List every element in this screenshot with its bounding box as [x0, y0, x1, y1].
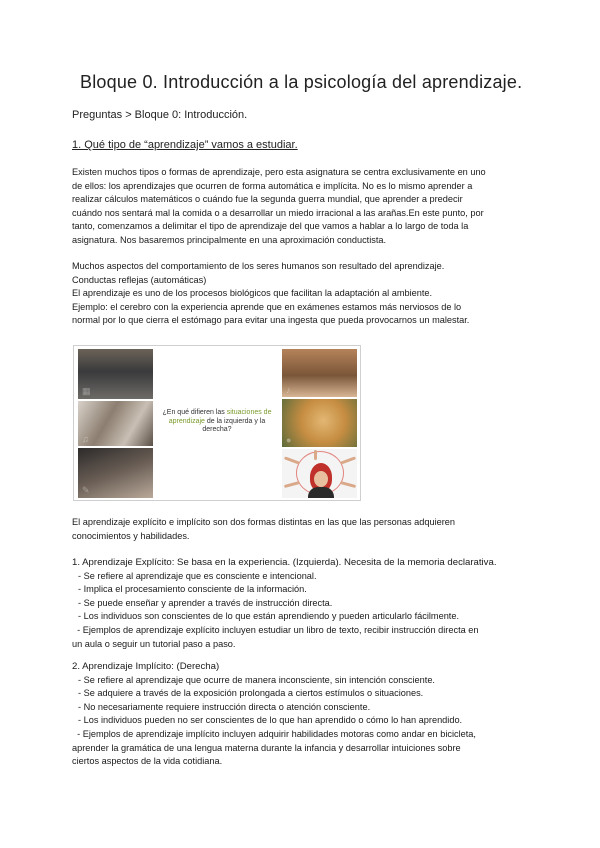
list-item: - Los individuos son conscientes de lo que están aprendiendo y pueden articularlo fácilmente. — [78, 611, 460, 622]
behavior-line: normal por lo que cierra el estómago para evitar una ingesta que pueda provocarnos un malestar. — [72, 315, 470, 326]
guitar-photo: ♫ — [78, 401, 153, 446]
pointing-finger — [284, 481, 300, 488]
intro-line: tanto, comenzamos a delimitar el tipo de aprendizaje del que vamos a hablar a lo largo de toda la — [72, 221, 469, 232]
intro-paragraph — [72, 166, 528, 248]
explicit-implicit-intro — [72, 516, 528, 543]
intro-line: El aprendizaje explícito e implícito son dos formas distintas en las que las personas adquieren — [72, 517, 456, 527]
list-item: - Se adquiere a través de la exposición prolongada a ciertos estímulos o situaciones. — [78, 688, 424, 699]
list-item: - Se puede enseñar y aprender a través de instrucción directa. — [78, 597, 333, 608]
learning-situations-figure — [73, 345, 361, 501]
behavior-line: Muchos aspectos del comportamiento de los seres humanos son resultado del aprendizaje. — [72, 261, 445, 271]
behavior-line: El aprendizaje es uno de los procesos biológicos que facilitan la adaptación al ambiente. — [72, 288, 433, 299]
classroom-photo: ▦ — [78, 349, 153, 399]
intro-line: Existen muchos tipos o formas de aprendizaje, pero esta asignatura se centra exclusivamente en uno — [72, 167, 486, 177]
list-item: - Los individuos pueden no ser conscientes de lo que han aprendido o cómo lo han aprendido. — [78, 715, 463, 726]
example-line: - Ejemplos de aprendizaje explícito incluyen estudiar un libro de texto, recibir instrucción directa en — [72, 624, 479, 635]
behavior-line: Conductas reflejas (automáticas) — [72, 274, 207, 285]
behavior-line: Ejemplo: el cerebro con la experiencia aprende que en exámenes estamos más nerviosos de lo — [72, 301, 462, 312]
example-line: - Ejemplos de aprendizaje implícito incluyen adquirir habilidades motoras como andar en bicicleta, — [72, 728, 476, 739]
explicit-heading: 1. Aprendizaje Explícito: Se basa en la experiencia. (Izquierda). Necesita de la memoria declarativa. — [72, 557, 497, 568]
dog-photo: ● — [282, 399, 357, 447]
explicit-learning-section — [72, 556, 528, 651]
pointing-finger — [284, 456, 300, 464]
caption-highlight: situaciones de aprendizaje — [168, 409, 272, 425]
section-title: 1. Qué tipo de “aprendizaje” vamos a estudiar. — [72, 139, 298, 151]
list-item: - Se refiere al aprendizaje que es consciente e intencional. — [78, 570, 317, 581]
caption-pre: ¿En qué difieren las — [162, 409, 227, 416]
breadcrumb: Preguntas > Bloque 0: Introducción. — [72, 109, 248, 121]
list-item: - Se refiere al aprendizaje que ocurre de manera inconsciente, sin intención consciente. — [78, 674, 435, 685]
implicit-learning-section — [72, 660, 528, 769]
pointing-finger — [314, 450, 317, 460]
body-shape — [308, 487, 334, 498]
implicit-heading: 2. Aprendizaje Implícito: (Derecha) — [72, 661, 220, 672]
intro-line: cuándo nos sentará mal la comida o a desarrollar un miedo irracional a las arañas.En este punto, por — [72, 207, 484, 218]
pointing-finger — [340, 481, 356, 488]
intro-line: asignatura. Nos basaremos principalmente en una aproximación conductista. — [72, 234, 387, 245]
example-line: aprender la gramática de una lengua materna durante la infancia y desarrollar intuiciones sobre — [72, 742, 461, 753]
list-item: - Implica el procesamiento consciente de la información. — [78, 584, 307, 595]
intro-line: realizar cálculos matemáticos o cuándo fue la segunda guerra mundial, que aprender a predecir — [72, 194, 463, 205]
intro-line: conocimientos y habilidades. — [72, 530, 190, 541]
intro-line: de ellos: los aprendizajes que ocurren de forma automática e implícita. No es lo mismo aprender a — [72, 180, 473, 191]
example-line: ciertos aspectos de la vida cotidiana. — [72, 756, 223, 767]
figure-caption — [160, 409, 274, 435]
example-line: un aula o seguir un tutorial paso a paso. — [72, 638, 236, 649]
pointed-at-person-photo — [282, 449, 357, 498]
behavior-paragraph — [72, 260, 528, 328]
face-shape — [314, 471, 328, 487]
piano-photo: ♪ — [282, 349, 357, 397]
study-photo: ✎ — [78, 448, 153, 498]
page-title: Bloque 0. Introducción a la psicología del aprendizaje. — [80, 72, 523, 92]
caption-post: de la izquierda y la derecha? — [202, 417, 266, 434]
list-item: - No necesariamente requiere instrucción directa o atención consciente. — [78, 701, 371, 712]
pointing-finger — [340, 456, 356, 464]
